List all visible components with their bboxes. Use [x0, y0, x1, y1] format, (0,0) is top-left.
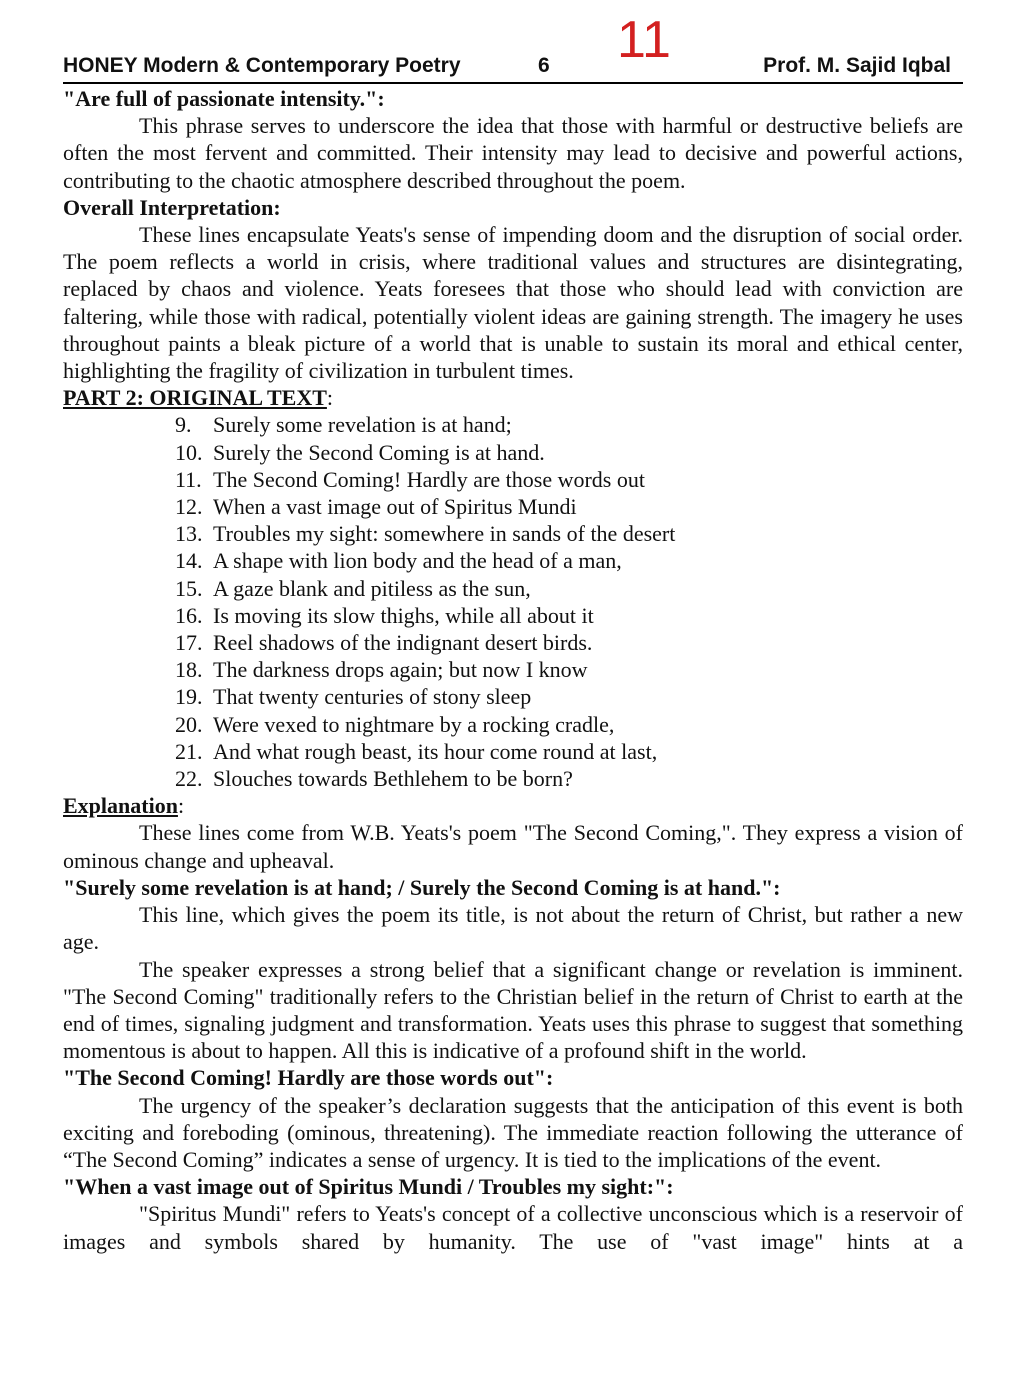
line-number: 14. — [175, 548, 203, 574]
page-number: 6 — [538, 54, 550, 77]
line-number: 20. — [175, 711, 203, 737]
poem-line — [175, 656, 963, 683]
book-title: HONEY Modern & Contemporary Poetry — [63, 54, 461, 77]
part-heading-text: PART 2: ORIGINAL TEXT — [63, 385, 327, 411]
poem-line — [175, 411, 963, 438]
page-header — [63, 0, 963, 84]
section-heading: Overall Interpretation: — [63, 194, 281, 220]
line-text: The darkness drops again; but now I know — [213, 657, 588, 683]
line-number: 12. — [175, 494, 203, 520]
line-number: 11. — [175, 466, 202, 492]
explanation-heading-colon: : — [177, 793, 185, 819]
line-text: Slouches towards Bethlehem to be born? — [213, 766, 573, 792]
paragraph: "Spiritus Mundi" refers to Yeats's concept of a collective unconscious which is a reservoir of images and symbols shared by humanity. The use of "vast image" hints at a — [63, 1201, 963, 1254]
poem-line — [175, 765, 963, 792]
line-text: The Second Coming! Hardly are those words out — [213, 466, 645, 492]
poem-line — [175, 466, 963, 493]
line-text: A gaze blank and pitiless as the sun, — [213, 575, 531, 601]
line-text: Surely some revelation is at hand; — [213, 412, 512, 438]
line-text: That twenty centuries of stony sleep — [213, 684, 532, 710]
poem-line — [175, 738, 963, 765]
paragraph: This phrase serves to underscore the idea that those with harmful or destructive beliefs are often the most fervent and committed. Their intensity may lead to decisive and powerful actions, contributing to the chaotic atmosphere described throughout the poem. — [63, 113, 963, 193]
explanation-heading-text: Explanation — [63, 793, 178, 819]
poem-line — [175, 629, 963, 656]
explanation-heading — [63, 792, 963, 819]
poem-line — [175, 493, 963, 520]
line-number: 10. — [175, 439, 203, 465]
line-text: Were vexed to nightmare by a rocking cradle, — [213, 711, 615, 737]
part-heading-colon: : — [326, 385, 334, 411]
poem-line — [175, 711, 963, 738]
line-text: Troubles my sight: somewhere in sands of the desert — [213, 521, 676, 547]
poem-line — [175, 602, 963, 629]
line-text: A shape with lion body and the head of a man, — [213, 548, 622, 574]
document-page — [63, 0, 963, 1391]
section-heading: "Surely some revelation is at hand; / Surely the Second Coming is at hand.": — [63, 874, 781, 900]
paragraph: This line, which gives the poem its title, is not about the return of Christ, but rather a new age. — [63, 902, 963, 955]
line-text: Is moving its slow thighs, while all about it — [213, 602, 594, 628]
paragraph: These lines come from W.B. Yeats's poem "The Second Coming,". They express a vision of ominous change and upheaval. — [63, 820, 963, 873]
line-text: And what rough beast, its hour come round at last, — [213, 738, 658, 764]
section-heading: "When a vast image out of Spiritus Mundi / Troubles my sight:": — [63, 1174, 674, 1200]
section-heading: "The Second Coming! Hardly are those words out": — [63, 1065, 554, 1091]
line-number: 18. — [175, 657, 203, 683]
line-text: Reel shadows of the indignant desert birds. — [213, 630, 593, 656]
section-heading: "Are full of passionate intensity.": — [63, 86, 385, 111]
paragraph: The urgency of the speaker’s declaration suggests that the anticipation of this event is both exciting and foreboding (ominous, threatening). The immediate reaction following the utterance of “The Second Coming” indicates a sense of urgency. It is tied to the implications of the event. — [63, 1092, 963, 1172]
poem-line — [175, 683, 963, 710]
line-text: Surely the Second Coming is at hand. — [213, 439, 545, 465]
line-number: 22. — [175, 766, 203, 792]
document-body — [63, 85, 963, 1255]
paragraph: These lines encapsulate Yeats's sense of impending doom and the disruption of social order. The poem reflects a world in crisis, where traditional values and structures are disintegrating, replaced by chaos and violence. Yeats foresees that those who should lead with conviction are faltering, while those with radical, potentially violent ideas are gaining strength. The imagery he uses throughout paints a bleak picture of a world that is unable to sustain its moral and ethical center, highlighting the fragility of civilization in turbulent times. — [63, 222, 963, 384]
line-number: 13. — [175, 521, 203, 547]
author-name: Prof. M. Sajid Iqbal — [763, 54, 951, 77]
line-text: When a vast image out of Spiritus Mundi — [213, 494, 577, 520]
line-number: 19. — [175, 684, 203, 710]
poem-line — [175, 547, 963, 574]
line-number: 9. — [175, 412, 192, 438]
poem-line — [175, 575, 963, 602]
part-heading — [63, 384, 963, 411]
poem-text — [63, 411, 963, 792]
line-number: 16. — [175, 602, 203, 628]
paragraph: The speaker expresses a strong belief that a significant change or revelation is imminent. "The Second Coming" traditionally refers to the Christian belief in the return of Christ to earth at the end of times, signaling judgment and transformation. Yeats uses this phrase to suggest that something momentous is about to happen. All this is indicative of a profound shift in the world. — [63, 956, 963, 1064]
line-number: 17. — [175, 630, 203, 656]
red-page-number: 11 — [617, 11, 671, 69]
line-number: 15. — [175, 575, 203, 601]
poem-line — [175, 439, 963, 466]
line-number: 21. — [175, 738, 203, 764]
poem-line — [175, 520, 963, 547]
